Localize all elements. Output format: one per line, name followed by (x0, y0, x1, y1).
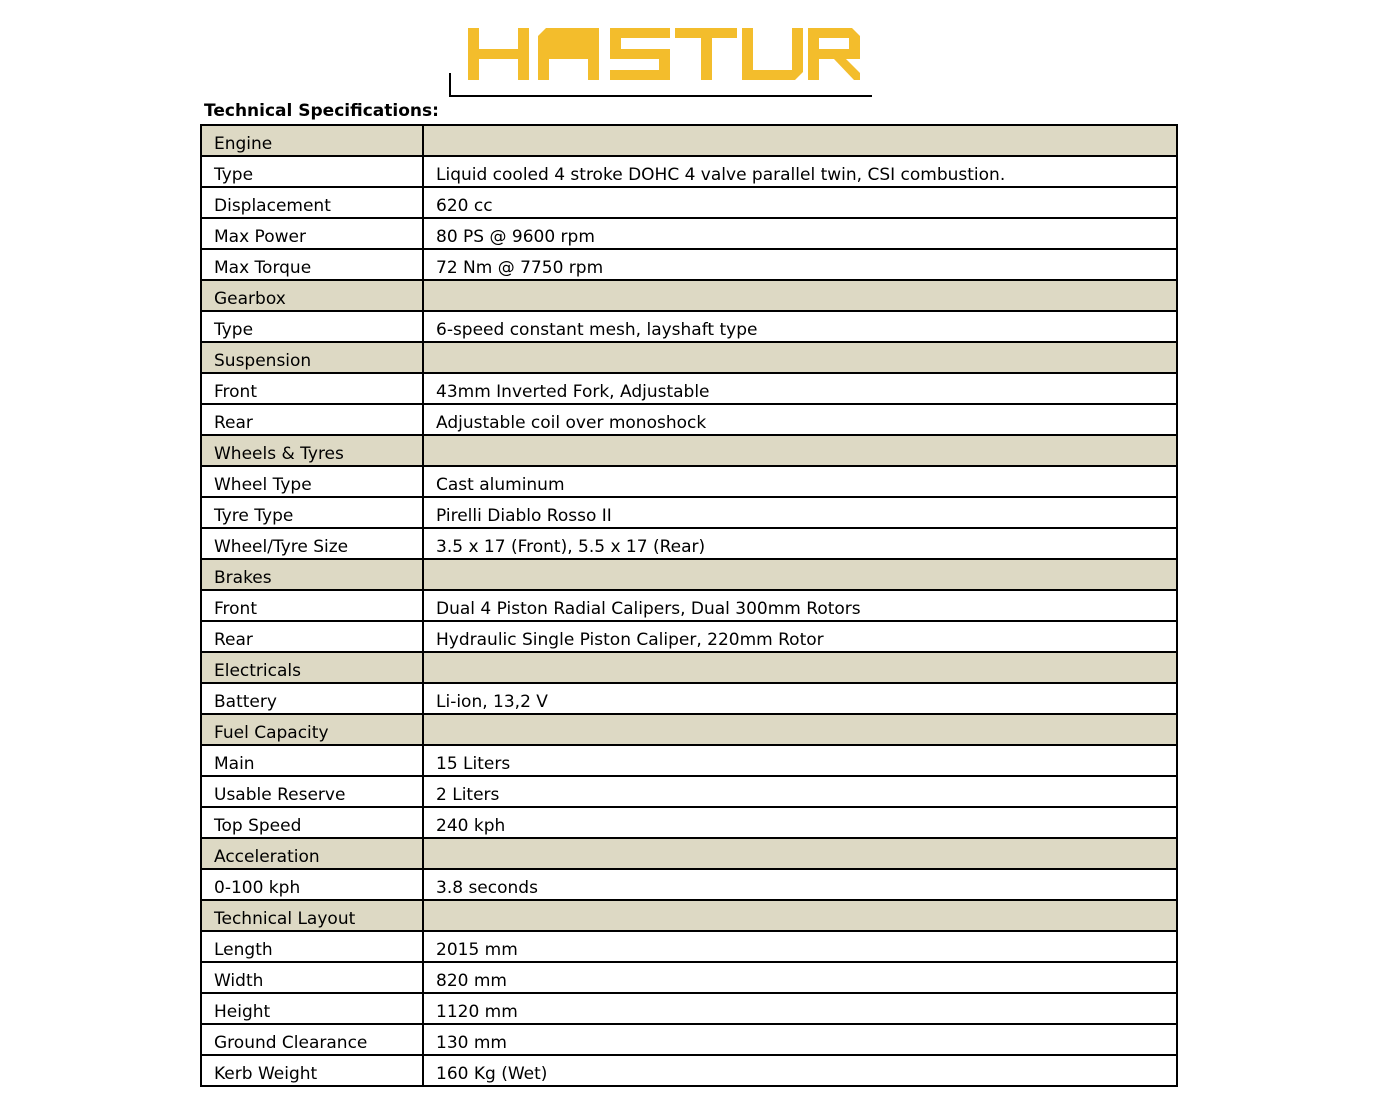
spec-value: 820 mm (423, 962, 1177, 993)
section-header-label: Wheels & Tyres (201, 435, 423, 466)
spec-label: Width (201, 962, 423, 993)
spec-row (201, 931, 1177, 962)
spec-row (201, 404, 1177, 435)
spec-row (201, 497, 1177, 528)
section-header-row (201, 838, 1177, 869)
section-header-value (423, 280, 1177, 311)
section-header-value (423, 714, 1177, 745)
spec-value: 620 cc (423, 187, 1177, 218)
section-header-value (423, 125, 1177, 156)
spec-value: Hydraulic Single Piston Caliper, 220mm Rotor (423, 621, 1177, 652)
logo-divider (449, 95, 872, 97)
spec-row (201, 218, 1177, 249)
section-header-row (201, 435, 1177, 466)
spec-label: Kerb Weight (201, 1055, 423, 1086)
spec-row (201, 373, 1177, 404)
spec-row (201, 993, 1177, 1024)
spec-value: 240 kph (423, 807, 1177, 838)
section-header-label: Technical Layout (201, 900, 423, 931)
spec-value: 3.8 seconds (423, 869, 1177, 900)
spec-row (201, 683, 1177, 714)
spec-label: Usable Reserve (201, 776, 423, 807)
spec-value: Liquid cooled 4 stroke DOHC 4 valve parallel twin, CSI combustion. (423, 156, 1177, 187)
spec-row (201, 156, 1177, 187)
spec-value: Adjustable coil over monoshock (423, 404, 1177, 435)
spec-label: Type (201, 156, 423, 187)
section-header-row (201, 280, 1177, 311)
spec-row (201, 249, 1177, 280)
spec-value: Pirelli Diablo Rosso II (423, 497, 1177, 528)
spec-label: Top Speed (201, 807, 423, 838)
brand-logo (468, 28, 860, 80)
spec-row (201, 621, 1177, 652)
spec-label: Main (201, 745, 423, 776)
spec-label: Wheel/Tyre Size (201, 528, 423, 559)
spec-label: Battery (201, 683, 423, 714)
section-header-row (201, 125, 1177, 156)
section-header-row (201, 900, 1177, 931)
spec-row (201, 962, 1177, 993)
section-header-value (423, 900, 1177, 931)
spec-label: Length (201, 931, 423, 962)
section-header-row (201, 652, 1177, 683)
spec-value: 130 mm (423, 1024, 1177, 1055)
spec-value: 2015 mm (423, 931, 1177, 962)
spec-table-body (201, 125, 1177, 1086)
hastur-logo-icon (468, 28, 860, 80)
spec-value: 6-speed constant mesh, layshaft type (423, 311, 1177, 342)
section-header-label: Engine (201, 125, 423, 156)
spec-value: 15 Liters (423, 745, 1177, 776)
spec-label: Wheel Type (201, 466, 423, 497)
section-header-label: Gearbox (201, 280, 423, 311)
spec-row (201, 466, 1177, 497)
logo-divider-left (449, 73, 451, 97)
section-header-value (423, 652, 1177, 683)
spec-label: Rear (201, 621, 423, 652)
spec-row (201, 807, 1177, 838)
spec-label: Max Power (201, 218, 423, 249)
spec-row (201, 745, 1177, 776)
section-header-row (201, 342, 1177, 373)
spec-row (201, 187, 1177, 218)
spec-value: Li-ion, 13,2 V (423, 683, 1177, 714)
logo-letters (468, 28, 860, 80)
spec-label: Type (201, 311, 423, 342)
spec-label: Rear (201, 404, 423, 435)
section-header-label: Brakes (201, 559, 423, 590)
spec-value: 2 Liters (423, 776, 1177, 807)
spec-label: Front (201, 373, 423, 404)
section-header-value (423, 342, 1177, 373)
spec-label: Height (201, 993, 423, 1024)
spec-label: 0-100 kph (201, 869, 423, 900)
section-header-label: Suspension (201, 342, 423, 373)
spec-row (201, 590, 1177, 621)
section-header-value (423, 838, 1177, 869)
spec-value: 72 Nm @ 7750 rpm (423, 249, 1177, 280)
spec-row (201, 869, 1177, 900)
spec-value: Dual 4 Piston Radial Calipers, Dual 300mm Rotors (423, 590, 1177, 621)
spec-row (201, 311, 1177, 342)
spec-label: Front (201, 590, 423, 621)
spec-value: 1120 mm (423, 993, 1177, 1024)
section-header-label: Acceleration (201, 838, 423, 869)
spec-label: Ground Clearance (201, 1024, 423, 1055)
section-header-value (423, 559, 1177, 590)
spec-value: 3.5 x 17 (Front), 5.5 x 17 (Rear) (423, 528, 1177, 559)
spec-value: 160 Kg (Wet) (423, 1055, 1177, 1086)
section-title: Technical Specifications: (204, 101, 439, 121)
spec-value: 80 PS @ 9600 rpm (423, 218, 1177, 249)
spec-label: Displacement (201, 187, 423, 218)
section-header-label: Electricals (201, 652, 423, 683)
spec-label: Max Torque (201, 249, 423, 280)
spec-row (201, 528, 1177, 559)
section-header-row (201, 559, 1177, 590)
spec-row (201, 1024, 1177, 1055)
spec-value: Cast aluminum (423, 466, 1177, 497)
spec-table (200, 124, 1178, 1087)
spec-value: 43mm Inverted Fork, Adjustable (423, 373, 1177, 404)
section-header-row (201, 714, 1177, 745)
spec-row (201, 1055, 1177, 1086)
spec-label: Tyre Type (201, 497, 423, 528)
section-header-label: Fuel Capacity (201, 714, 423, 745)
section-header-value (423, 435, 1177, 466)
spec-row (201, 776, 1177, 807)
